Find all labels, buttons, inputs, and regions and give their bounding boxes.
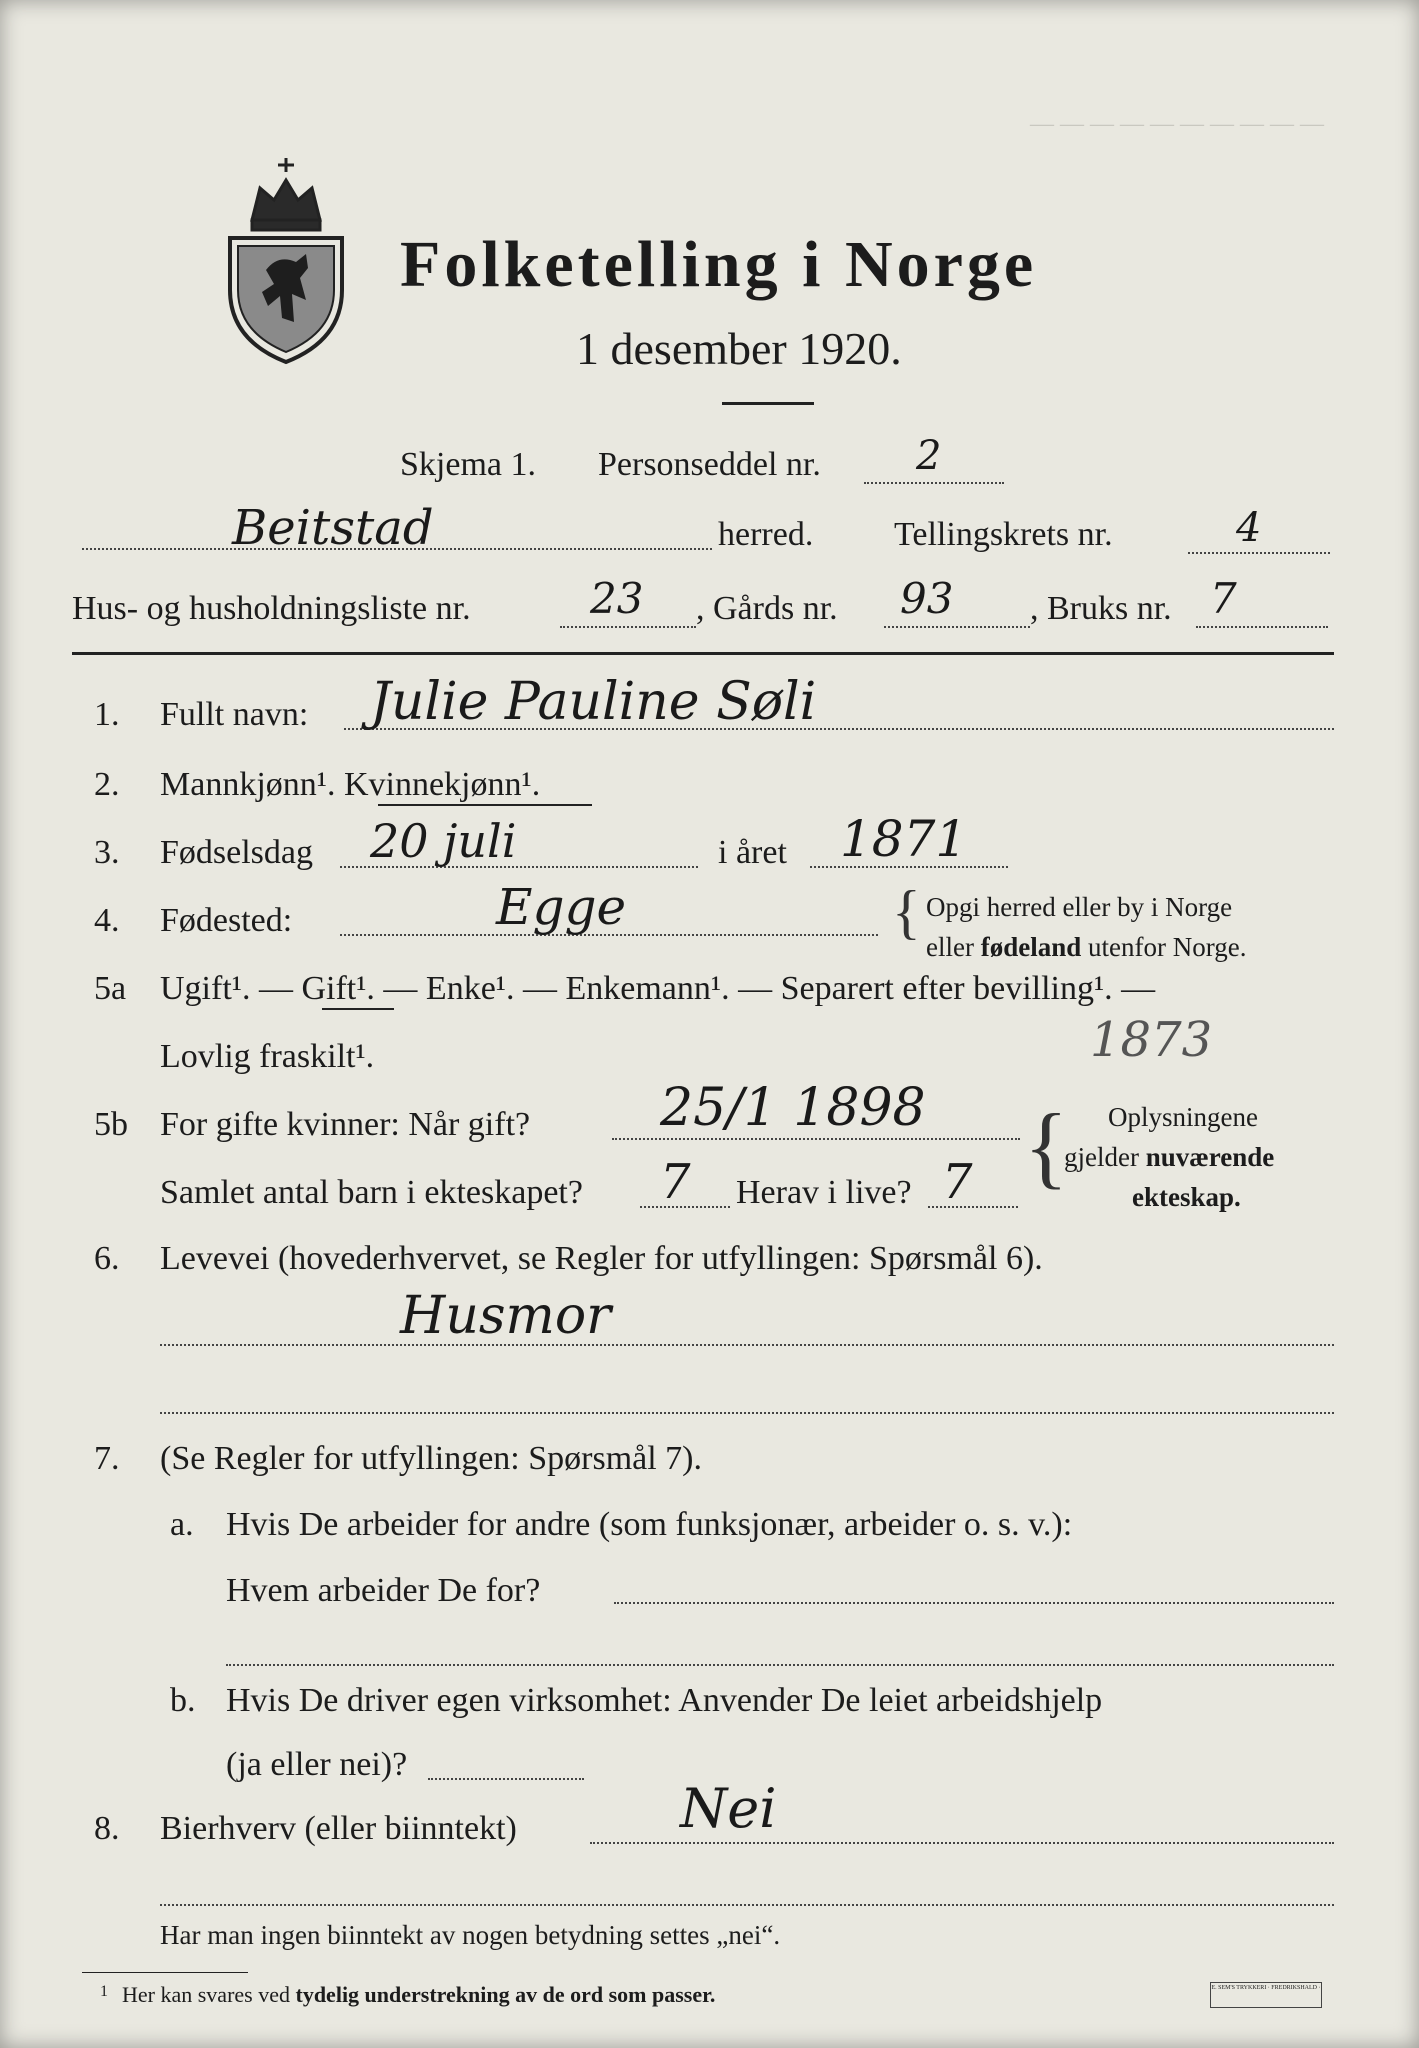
footer-note: Har man ingen biinntekt av nogen betydning settes „nei“. [160,1920,781,1950]
q7-number: 7. [94,1440,120,1477]
q4-value: Egge [496,878,627,936]
q7a-line2 [226,1664,1334,1666]
q5b-value: 25/1 1898 [660,1078,926,1138]
q8-value: Nei [680,1777,777,1840]
q5a-label: Ugift¹. — Gift¹. — Enke¹. — Enkemann¹. — Separert efter bevilling¹. — [160,970,1156,1007]
tellingskrets-line [1188,552,1330,554]
q8-line1 [590,1842,1334,1844]
q5b-number: 5b [94,1106,128,1143]
q5a-label-line2: Lovlig fraskilt¹. [160,1038,375,1075]
q4-label: Fødested: [160,902,293,939]
q5b-live-label: Herav i live? [736,1174,912,1211]
hus-label: Hus- og husholdningsliste nr. [72,590,471,627]
bruks-label: , Bruks nr. [1030,590,1172,627]
footnote-text: Her kan svares ved tydelig understrekning av de ord som passer. [122,1982,716,2007]
q7a-line1 [614,1602,1334,1604]
q5b-live-value: 7 [942,1154,973,1210]
q3-year-value: 1871 [840,810,968,868]
herred-value: Beitstad [232,500,434,556]
census-date: 1 desember 1920. [576,323,902,374]
tellingskrets-label: Tellingskrets nr. [894,516,1113,553]
q5b-label: For gifte kvinner: Når gift? [160,1106,531,1143]
q6-label: Levevei (hovederhvervet, se Regler for utfyllingen: Spørsmål 6). [160,1240,1043,1277]
bleed-through-marks: — — — — — — — — — — [1030,111,1324,137]
q7a-label: Hvis De arbeider for andre (som funksjonær, arbeider o. s. v.): [226,1506,1073,1543]
q4-number: 4. [94,902,120,939]
schema-label: Skjema 1. [400,446,536,483]
herred-label: herred. [718,516,814,553]
q8-label: Bierhverv (eller biinntekt) [160,1810,517,1847]
q3-label: Fødselsdag [160,834,313,871]
personseddel-value: 2 [916,433,942,479]
q2-number: 2. [94,766,120,803]
q8-number: 8. [94,1810,120,1847]
q3-number: 3. [94,834,120,871]
tellingskrets-value: 4 [1236,505,1262,551]
header-separator [72,652,1334,655]
gards-value: 93 [900,574,954,623]
q4-note-line1: Opgi herred eller by i Norge [926,892,1233,922]
q1-value: Julie Pauline Søli [370,672,817,732]
q8-line2 [160,1904,1334,1906]
gards-label: , Gårds nr. [696,590,838,627]
q1-number: 1. [94,696,120,733]
q4-note-line2: eller fødeland utenfor Norge. [926,932,1247,962]
q5b-note-line2: gjelder nuværende [1064,1142,1275,1172]
q3-value: 20 juli [370,814,517,868]
q6-line2 [160,1412,1334,1414]
q5b-barn-label: Samlet antal barn i ekteskapet? [160,1174,583,1211]
q7b-line [428,1778,584,1780]
bruks-line [1196,626,1328,628]
printer-mark: E. SEM'S TRYKKERI · FREDRIKSHALD · [1210,1982,1322,2008]
title-divider [722,402,814,405]
q7a-letter: a. [170,1506,194,1543]
footnote-number: 1 [100,1983,108,2000]
footnote-separator [82,1972,248,1973]
q7-label: (Se Regler for utfyllingen: Spørsmål 7). [160,1440,703,1477]
q5b-note-line1: Oplysningene [1108,1102,1258,1132]
bruks-value: 7 [1210,574,1237,623]
q7a-label-line2: Hvem arbeider De for? [226,1572,541,1609]
q1-label: Fullt navn: [160,696,309,733]
personseddel-line [864,482,1004,484]
q7b-label: Hvis De driver egen virksomhet: Anvender De leiet arbeidshjelp [226,1682,1103,1719]
hus-line [560,626,696,628]
q5b-brace: { [1024,1095,1069,1197]
q7b-letter: b. [170,1682,196,1719]
q5b-line [612,1138,1020,1140]
hus-value: 23 [590,574,644,623]
page-title: Folketelling i Norge [400,228,1038,301]
q6-value: Husmor [400,1286,611,1346]
q4-brace: { [892,879,921,945]
q2-label: Mannkjønn¹. Kvinnekjønn¹. [160,766,541,803]
q6-line1 [160,1344,1334,1346]
q5b-note-line3: ekteskap. [1132,1182,1241,1212]
q5b-barn-value: 7 [660,1154,691,1210]
q5a-margin-note: 1873 [1090,1012,1213,1068]
q2-underline-kvinnekjonn [378,804,592,806]
q5a-underline-gift [322,1008,394,1010]
q6-number: 6. [94,1240,120,1277]
q5a-number: 5a [94,970,127,1007]
q3-year-label: i året [718,834,787,871]
norway-coat-of-arms-icon [222,150,350,368]
gards-line [884,626,1030,628]
personseddel-label: Personseddel nr. [598,446,821,483]
q7b-label-line2: (ja eller nei)? [226,1746,408,1783]
